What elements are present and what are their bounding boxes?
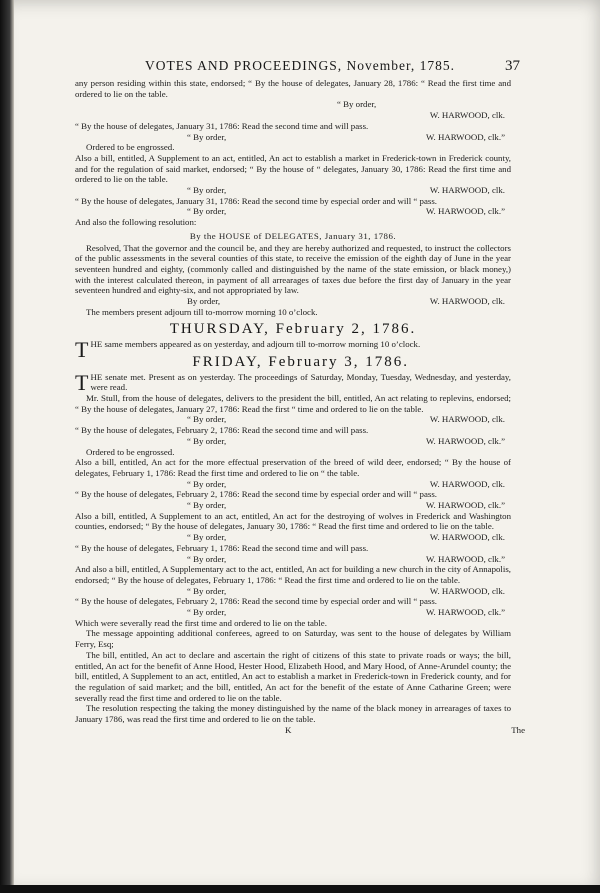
clerk-signature: W. HARWOOD, clk.” xyxy=(425,607,505,618)
paragraph xyxy=(75,369,511,395)
signature-line xyxy=(75,436,511,447)
clerk-signature: W. HARWOOD, clk.” xyxy=(425,131,505,142)
by-order-text: “ By order, xyxy=(187,185,227,196)
binding-gutter-shadow xyxy=(0,0,14,893)
paragraph: “ By the house of delegates, February 1, 1786: Read the second time and will pass. xyxy=(75,542,369,553)
signature-line xyxy=(75,500,511,511)
paragraph: Which were severally read the first time and ordered to lie on the table. xyxy=(75,617,327,628)
bottom-edge-shadow xyxy=(0,885,600,893)
signature-line xyxy=(75,479,511,490)
by-order-text: “ By order, xyxy=(187,131,227,142)
clerk-signature: W. HARWOOD, clk.” xyxy=(425,500,505,511)
clerk-signature: W. HARWOOD, clk. xyxy=(429,296,505,307)
clerk-signature: W. HARWOOD, clk. xyxy=(429,185,505,196)
clerk-signature: W. HARWOOD, clk. xyxy=(429,478,505,489)
drop-cap: T xyxy=(75,369,89,395)
day-heading: FRIDAY, February 3, 1786. xyxy=(192,353,410,370)
clerk-signature: W. HARWOOD, clk. xyxy=(429,585,505,596)
catchword: The xyxy=(511,724,525,735)
paragraph: Also a bill, entitled, An act for the more effectual preservation of the breed of wild deer, endorsed; “ By the house of delegates, February 1, 1786: Read the first time and ordered to lie on “ the table. xyxy=(75,457,511,478)
clerk-signature: W. HARWOOD, clk. xyxy=(429,414,505,425)
clerk-signature: W. HARWOOD, clk.” xyxy=(425,206,505,217)
paragraph: The bill, entitled, An act to declare and ascertain the right of citizens of this state to private roads or ways; the bill, entitled, An act for the benefit of Anne Hood, Hester Hood, Elizabeth Hood, and Mary Hood, of Anne-Arundel county; the bill, entitled, A Supplement to an act, entitled, An act to establish a market in Frederick-town in Frederick county, and for the regulation of said market; and the bill, entitled, An act for the benefit of the estate of Anne Catharine Green; were severally read the first time and ordered to lie on the table. xyxy=(75,649,511,703)
by-order-text: “ By order, xyxy=(187,478,227,489)
by-order-text: “ By order, xyxy=(337,99,377,110)
clerk-signature: W. HARWOOD, clk.” xyxy=(425,435,505,446)
footer-row xyxy=(75,724,525,736)
signature-line xyxy=(75,99,511,110)
paragraph: Also a bill, entitled, A Supplement to an act, entitled, An act for the destroying of wolves in Frederick and Washington counties, endorsed; “ By the house of delegates, January 30, 1786: “ Read the first time and ordered to lie on the table. xyxy=(75,510,511,532)
signature-line xyxy=(75,296,511,307)
paragraph-text: HE same members appeared as on yesterday, and adjourn till to-morrow morning 10 o’clock. xyxy=(90,339,421,350)
signature-line xyxy=(75,586,511,597)
signature-line xyxy=(75,554,511,565)
by-order-text: “ By order, xyxy=(187,532,227,543)
paragraph: Resolved, That the governor and the council be, and they are hereby authorized and requested, to instruct the collectors of the public assessments in the several counties of this state, to receive the emission of the eighth day of June in the year seventeen hundred and eighty, (commonly called and distinguished by the name of the state emission, or black money,) with the interest calculated thereon, in payment of all arrearages of taxes due before the first day of January in the year seventeen hundred and eighty-six, and not appropriated by law. xyxy=(75,242,511,296)
paragraph: The members present adjourn till to-morrow morning 10 o’clock. xyxy=(86,306,318,317)
clerk-signature: W. HARWOOD, clk.” xyxy=(425,553,505,564)
signature-line xyxy=(75,132,511,143)
body-text xyxy=(75,78,525,736)
by-order-text: By order, xyxy=(187,296,221,307)
by-order-text: “ By order, xyxy=(187,435,227,446)
signature-line xyxy=(75,185,511,196)
signature-mark: K xyxy=(285,724,292,735)
paragraph: And also the following resolution: xyxy=(75,217,197,228)
paragraph: Ordered to be engrossed. xyxy=(86,446,175,457)
paragraph: Also a bill, entitled, A Supplement to an act, entitled, An act to establish a market in Frederick-town in Frederick county, and for the regulation of said market, endorsed; “ By the house of “ delegates, January 30, 1786: Read the first time and ordered to lie on the table. xyxy=(75,152,511,185)
paragraph: The resolution respecting the taking the money distinguished by the name of the black money in arrearages of taxes to January 1786, was read the first time and ordered to lie on the table. xyxy=(75,703,511,725)
clerk-signature: W. HARWOOD, clk. xyxy=(429,110,505,121)
paragraph: “ By the house of delegates, January 31, 1786: Read the second time by especial order and will “ pass. xyxy=(75,195,437,206)
by-order-text: “ By order, xyxy=(187,500,227,511)
signature-line xyxy=(75,532,511,543)
resolution-heading: By the HOUSE of DELEGATES, January 31, 1786. xyxy=(189,230,397,241)
paragraph: The message appointing additional conferees, agreed to on Saturday, was sent to the house of delegates by William Ferry, Esq; xyxy=(75,628,511,650)
paragraph: “ By the house of delegates, February 2, 1786: Read the second time by especial order and will “ pass. xyxy=(75,596,437,607)
paragraph: “ By the house of delegates, February 2, 1786: Read the second time and will pass. xyxy=(75,425,369,436)
signature-line xyxy=(75,206,511,217)
paragraph: Mr. Stull, from the house of delegates, delivers to the president the bill, entitled, An act relating to replevins, endorsed; “ By the house of delegates, January 27, 1786: Read the first “ time and ordered to lie on the table. xyxy=(75,392,511,414)
paragraph-text: HE senate met. Present as on yesterday. The proceedings of Saturday, Monday, Tuesday, Wednesday, and yesterday, were read. xyxy=(90,371,511,393)
paragraph: And also a bill, entitled, A Supplementary act to the act, entitled, An act for building a new church in the city of Annapolis, endorsed; “ By the house of delegates, February 1, 1786: “ Read the first time and ordered to lie on the table. xyxy=(75,564,511,585)
by-order-text: “ By order, xyxy=(187,414,227,425)
clerk-signature: W. HARWOOD, clk. xyxy=(429,532,505,543)
by-order-text xyxy=(75,110,187,121)
paragraph: “ By the house of delegates, January 31, 1786: Read the second time and will pass. xyxy=(75,120,369,131)
by-order-text: “ By order, xyxy=(187,553,227,564)
signature-line xyxy=(75,110,511,121)
signature-line xyxy=(75,414,511,425)
running-head: VOTES AND PROCEEDINGS, November, 1785. xyxy=(144,58,456,73)
day-heading: THURSDAY, February 2, 1786. xyxy=(169,321,417,338)
by-order-text: “ By order, xyxy=(187,585,227,596)
drop-cap: T xyxy=(75,337,89,363)
by-order-text: “ By order, xyxy=(187,206,227,217)
paragraph: “ By the house of delegates, February 2, 1786: Read the second time by especial order and will “ pass. xyxy=(75,489,437,500)
paragraph: Ordered to be engrossed. xyxy=(86,142,175,153)
by-order-text: “ By order, xyxy=(187,607,227,618)
paragraph: any person residing within this state, endorsed; “ By the house of delegates, January 28, 1786: “ Read the first time and ordered to lie on the table. xyxy=(75,78,511,99)
page-number: 37 xyxy=(505,58,520,74)
signature-line xyxy=(75,607,511,618)
